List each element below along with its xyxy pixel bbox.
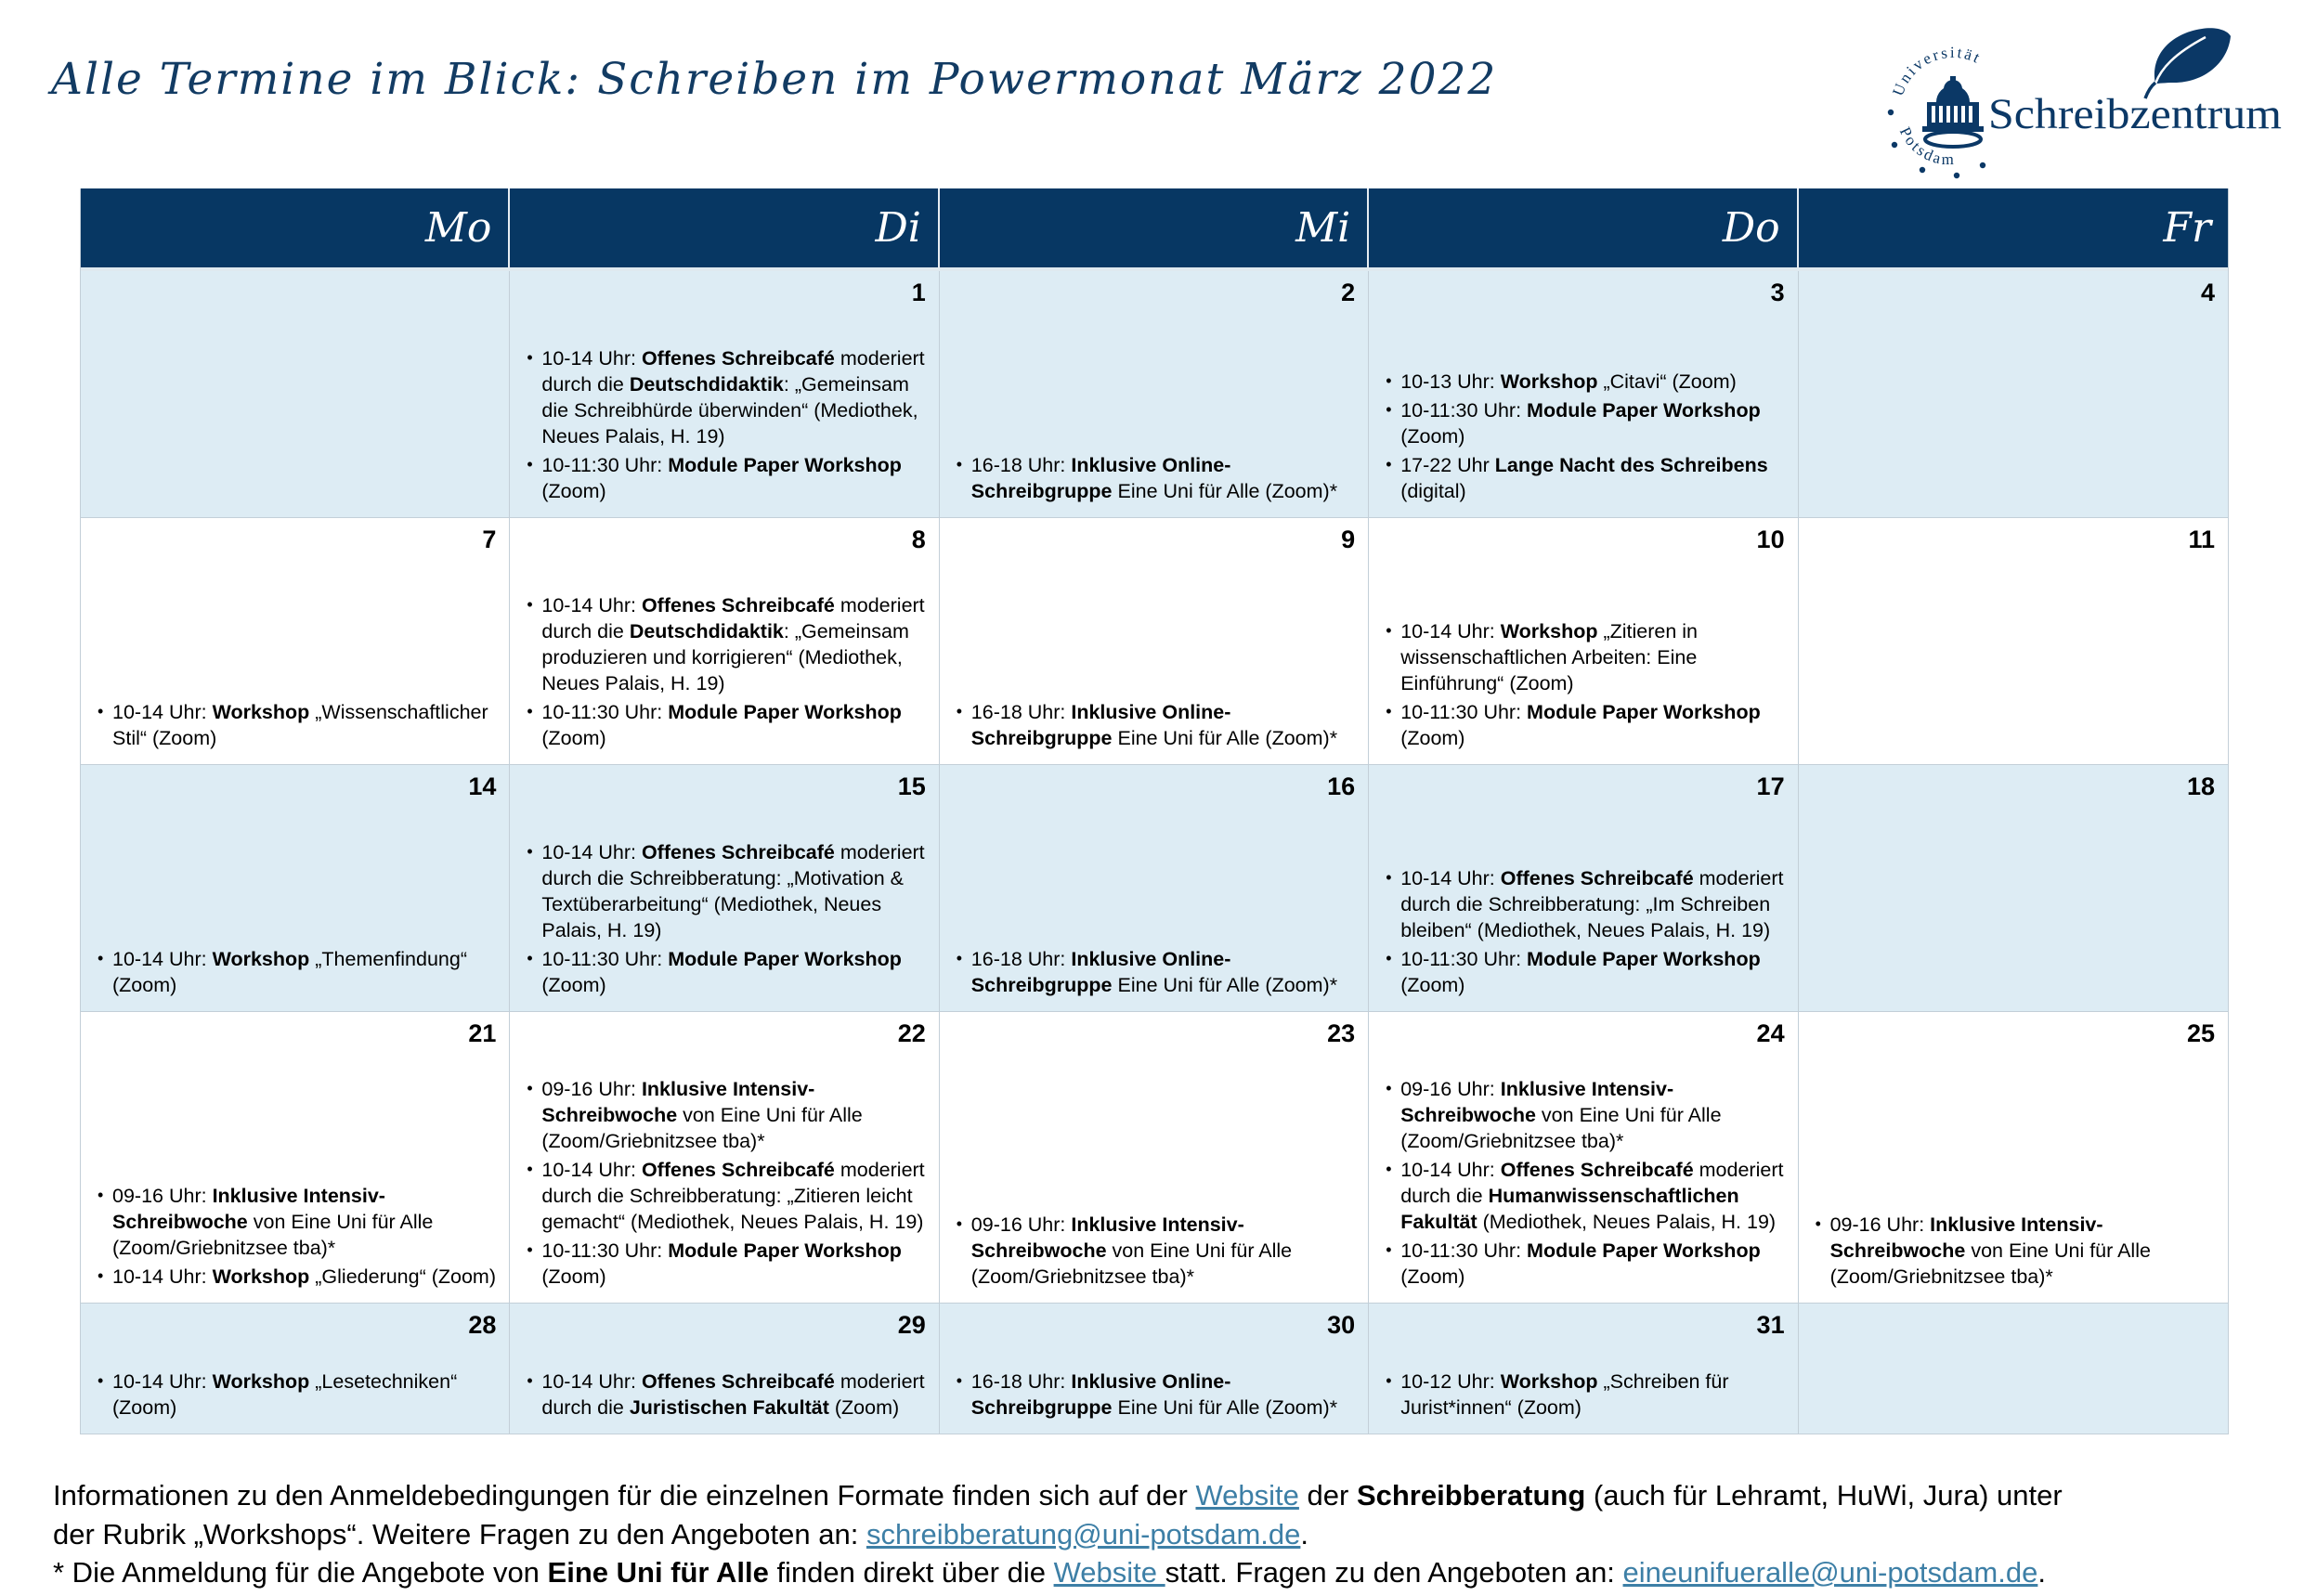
event-text: Eine Uni für Alle (Zoom)* [1112,727,1338,749]
event-item [1382,397,1784,449]
event-list [523,1073,925,1290]
event-text-bold: Workshop [212,948,310,970]
day-number: 18 [2186,772,2215,800]
event-text-bold: Module Paper Workshop [1527,1239,1761,1262]
event-text: 10-11:30 Uhr: [541,1239,669,1262]
event-text: (Zoom) [1400,1265,1465,1288]
weekday-header-di: Di [510,188,939,267]
event-item [94,699,496,751]
day-cell-9 [940,518,1369,764]
event-text-bold: Module Paper Workshop [668,1239,902,1262]
day-cell-29 [510,1304,939,1434]
footer-link[interactable]: schreibberatung@uni-potsdam.de [866,1517,1301,1551]
footer-text: . [1300,1517,1309,1551]
event-text-bold: Inklusive Intensiv-Schreibwoche [970,1213,1244,1262]
event-text: moderiert durch die [541,594,925,642]
day-cell-empty [81,271,510,517]
day-cell-18 [1799,765,2228,1011]
footer-text: der [1298,1479,1357,1512]
day-number: 24 [1756,1019,1785,1047]
event-text: 09-16 Uhr: [112,1185,213,1207]
event-text: „Citavi“ (Zoom) [1597,370,1737,393]
event-text-bold: Module Paper Workshop [668,948,902,970]
event-item [1382,865,1784,943]
day-number: 22 [897,1019,926,1047]
event-text-bold: Module Paper Workshop [668,701,902,723]
event-text: 10-12 Uhr: [1400,1370,1501,1393]
event-text-bold: Offenes Schreibcafé [1500,867,1694,889]
event-item [1382,369,1784,395]
day-cell-16 [940,765,1369,1011]
event-text: (Zoom) [541,727,606,749]
day-number: 21 [468,1019,497,1047]
event-text-bold: Workshop [1500,1370,1598,1393]
event-text: Eine Uni für Alle (Zoom)* [1112,1396,1338,1419]
event-text: 10-13 Uhr: [1400,370,1501,393]
day-cell-empty [1799,1304,2228,1434]
event-text: von Eine Uni für Alle (Zoom/Griebnitzsee tba)* [541,1104,863,1152]
event-text-bold: Workshop [212,701,310,723]
footer-text: statt. Fragen zu den Angeboten an: [1165,1556,1623,1589]
event-item [94,946,496,998]
event-item [953,1369,1355,1421]
event-text: moderiert durch die Schreibberatung: „Zitieren leicht gemacht“ (Mediothek, Neues Palais, H. 19) [541,1159,925,1233]
event-list [1382,1366,1784,1421]
day-cell-1 [510,271,939,517]
day-cell-7 [81,518,510,764]
event-text: „Schreiben für Jurist*innen“ (Zoom) [1400,1370,1729,1419]
university-potsdam-schreibzentrum-logo [1879,24,2289,180]
event-text-bold: Workshop [212,1265,310,1288]
event-text: 09-16 Uhr: [541,1078,642,1100]
event-text: 10-11:30 Uhr: [1400,948,1528,970]
day-number: 28 [468,1311,497,1339]
weekday-header-fr: Fr [2163,204,2211,252]
event-text-bold: Module Paper Workshop [1527,399,1761,422]
event-text: (Zoom) [1400,727,1465,749]
day-number: 31 [1756,1311,1785,1339]
event-item [1382,452,1784,504]
logo-wordmark: Schreibzentrum [1988,90,2282,138]
event-text: Eine Uni für Alle (Zoom)* [1112,974,1338,996]
event-text: „Wissenschaftlicher Stil“ (Zoom) [112,701,488,749]
event-text: 17-22 Uhr [1400,454,1495,476]
day-cell-4 [1799,271,2228,517]
logo-dot [1920,167,1925,173]
event-item [953,699,1355,751]
event-text: 10-14 Uhr: [541,347,642,370]
event-list [953,449,1355,504]
event-text-bold: Inklusive Online-Schreibgruppe [970,948,1231,996]
event-item [1382,618,1784,696]
day-cell-11 [1799,518,2228,764]
event-text: moderiert durch die [541,1370,925,1419]
event-list [1382,1073,1784,1290]
event-text-bold: Inklusive Online-Schreibgruppe [970,454,1231,502]
event-text-bold: Inklusive Intensiv-Schreibwoche [112,1185,385,1233]
footer-text: Informationen zu den Anmeldebedingungen für die einzelnen Formate finden sich auf der [53,1479,1196,1512]
event-text-bold: Inklusive Online-Schreibgruppe [970,701,1231,749]
weekday-header-mi: Mi [940,188,1369,267]
logo-arc-text-potsdam: Potsdam [1895,123,1957,169]
event-text: von Eine Uni für Alle (Zoom/Griebnitzsee tba)* [112,1211,434,1259]
event-text: (Zoom) [541,480,606,502]
event-list [1812,1209,2215,1290]
weekday-header-mo: Mo [81,188,510,267]
event-list [94,1366,496,1421]
footer-text: der Rubrik „Workshops“. Weitere Fragen zu den Angeboten an: [53,1517,866,1551]
day-number: 23 [1327,1019,1356,1047]
event-text-bold: Deutschdidaktik [629,373,784,396]
day-number: 14 [468,772,497,800]
calendar-week-row-4 [81,1012,2228,1304]
calendar-body [81,271,2228,1434]
weekday-header-row [81,188,2228,271]
event-text: (Zoom) [541,974,606,996]
day-cell-17 [1369,765,1798,1011]
logo-arc-text-universitaet: Universität [1889,43,1985,98]
event-item [1382,1076,1784,1154]
day-number: 30 [1327,1311,1356,1339]
event-text: „Zitieren in wissenschaftlichen Arbeiten: Eine Einführung“ (Zoom) [1400,620,1699,694]
day-cell-14 [81,765,510,1011]
day-number: 3 [1770,279,1785,306]
event-text: von Eine Uni für Alle (Zoom/Griebnitzsee tba)* [1829,1239,2151,1288]
day-number: 1 [911,279,926,306]
logo-dot [1888,110,1894,115]
event-item [523,1369,925,1421]
page-title: Alle Termine im Blick: Schreiben im Powermonat März 2022 [51,54,1498,105]
event-text-bold: Inklusive Online-Schreibgruppe [970,1370,1231,1419]
day-number: 10 [1756,526,1785,553]
event-text: 16-18 Uhr: [970,1370,1072,1393]
event-text: 16-18 Uhr: [970,701,1072,723]
day-number: 4 [2200,279,2215,306]
day-cell-31 [1369,1304,1798,1434]
event-text-bold: Offenes Schreibcafé [641,1159,835,1181]
event-item [523,699,925,751]
event-text-bold: Offenes Schreibcafé [641,841,835,863]
weekday-header-do: Do [1369,188,1798,267]
event-item [523,1076,925,1154]
day-number: 11 [2188,526,2215,553]
day-number: 15 [897,772,926,800]
event-text: moderiert durch die Schreibberatung: „Motivation & Textüberarbeitung“ (Mediothek, Neues Palais, H. 19) [541,841,925,941]
event-text: Eine Uni für Alle (Zoom)* [1112,480,1338,502]
footer-line-1 [53,1476,2063,1515]
event-text-bold: Offenes Schreibcafé [641,594,835,616]
footer-line-3 [53,1553,2063,1592]
event-text: 09-16 Uhr: [1400,1078,1501,1100]
day-number: 16 [1327,772,1356,800]
event-list [953,943,1355,998]
day-number: 25 [2186,1019,2215,1047]
event-text: 10-14 Uhr: [541,841,642,863]
event-text-bold: Inklusive Intensiv-Schreibwoche [1829,1213,2103,1262]
event-text-bold: Offenes Schreibcafé [641,347,835,370]
event-text-bold: Workshop [1500,370,1598,393]
university-building-icon [1922,76,1984,147]
event-text: „Gliederung“ (Zoom) [309,1265,497,1288]
event-item [1382,946,1784,998]
event-item [94,1264,496,1290]
day-cell-15 [510,765,939,1011]
footer-text: finden direkt über die [768,1556,1054,1589]
event-list [1382,366,1784,504]
event-item [1812,1212,2215,1290]
event-text: 10-14 Uhr: [1400,1159,1501,1181]
event-text: 10-11:30 Uhr: [541,701,669,723]
calendar-week-row-2 [81,518,2228,765]
leaf-icon [2145,28,2231,98]
event-item [523,946,925,998]
event-text: 10-14 Uhr: [112,701,213,723]
event-item [523,452,925,504]
event-text: 10-14 Uhr: [1400,620,1501,642]
event-text-bold: Juristischen Fakultät [629,1396,829,1419]
event-list [523,343,925,504]
event-item [953,452,1355,504]
day-cell-25 [1799,1012,2228,1303]
day-cell-3 [1369,271,1798,517]
event-item [523,345,925,449]
event-text: 10-14 Uhr: [1400,867,1501,889]
event-item [523,839,925,943]
event-text-bold: Inklusive Intensiv-Schreibwoche [1400,1078,1674,1126]
event-list [1382,616,1784,751]
event-text: moderiert durch die Schreibberatung: „Im Schreiben bleiben“ (Mediothek, Neues Palais, H. 19) [1400,867,1784,941]
event-item [1382,699,1784,751]
event-text-bold: Inklusive Intensiv-Schreibwoche [541,1078,815,1126]
event-text: 10-11:30 Uhr: [1400,701,1528,723]
event-item [953,1212,1355,1290]
day-cell-23 [940,1012,1369,1303]
calendar-table [80,188,2229,1434]
event-list [1382,863,1784,998]
event-text: 10-14 Uhr: [112,1265,213,1288]
event-list [953,1366,1355,1421]
event-list [94,696,496,751]
event-list [523,590,925,751]
event-text: von Eine Uni für Alle (Zoom/Griebnitzsee tba)* [970,1239,1293,1288]
event-text: (Zoom) [828,1396,900,1419]
day-cell-10 [1369,518,1798,764]
footer-link[interactable]: eineunifueralle@uni-potsdam.de [1622,1556,2038,1589]
day-cell-24 [1369,1012,1798,1303]
footer-link[interactable]: Website [1053,1556,1165,1589]
day-cell-30 [940,1304,1369,1434]
event-text: 10-11:30 Uhr: [1400,399,1528,422]
event-text-bold: Module Paper Workshop [668,454,902,476]
event-text-bold: Humanwissenschaftlichen Fakultät [1400,1185,1739,1233]
event-text-bold: Module Paper Workshop [1527,948,1761,970]
footer-text: (auch für Lehramt, HuWi, Jura) unter [1585,1479,2063,1512]
day-number: 9 [1341,526,1356,553]
day-number: 7 [482,526,497,553]
event-text: von Eine Uni für Alle (Zoom/Griebnitzsee tba)* [1400,1104,1722,1152]
event-text: : „Gemeinsam die Schreibhürde überwinden“ (Mediothek, Neues Palais, H. 19) [541,373,918,448]
footer-line-2 [53,1515,2063,1554]
event-item [953,946,1355,998]
event-text: 16-18 Uhr: [970,948,1072,970]
calendar-week-row-5 [81,1304,2228,1434]
event-text: 10-11:30 Uhr: [541,948,669,970]
event-item [523,1238,925,1290]
logo-dot [1892,142,1897,148]
event-text: moderiert durch die [1400,1159,1784,1207]
event-text: 09-16 Uhr: [970,1213,1072,1236]
event-text: 10-14 Uhr: [541,1370,642,1393]
event-item [1382,1238,1784,1290]
event-list [523,1366,925,1421]
calendar-week-row-3 [81,765,2228,1012]
day-number: 29 [897,1311,926,1339]
event-list [953,1209,1355,1290]
footer-text: * Die Anmeldung für die Angebote von [53,1556,548,1589]
event-list [523,837,925,998]
day-number: 8 [911,526,926,553]
day-number: 17 [1756,772,1785,800]
event-list [94,943,496,998]
event-item [523,592,925,696]
footer-text-bold: Eine Uni für Alle [547,1556,769,1589]
event-text: (Zoom) [1400,974,1465,996]
event-text: (Zoom) [541,1265,606,1288]
event-list [953,696,1355,751]
event-text-bold: Offenes Schreibcafé [641,1370,835,1393]
event-text-bold: Workshop [212,1370,310,1393]
event-text: 10-14 Uhr: [112,948,213,970]
event-item [94,1369,496,1421]
day-cell-22 [510,1012,939,1303]
day-cell-2 [940,271,1369,517]
day-cell-8 [510,518,939,764]
event-text-bold: Offenes Schreibcafé [1500,1159,1694,1181]
event-text-bold: Deutschdidaktik [629,620,784,642]
event-item [1382,1369,1784,1421]
event-item [1382,1157,1784,1235]
day-cell-28 [81,1304,510,1434]
event-text: „Lesetechniken“ (Zoom) [112,1370,458,1419]
footer-link[interactable]: Website [1195,1479,1299,1512]
calendar-week-row-1 [81,271,2228,518]
event-text-bold: Module Paper Workshop [1527,701,1761,723]
day-cell-21 [81,1012,510,1303]
logo-dot [1954,173,1959,178]
event-text: (Mediothek, Neues Palais, H. 19) [1477,1211,1777,1233]
svg-text:Universität [1889,44,1985,98]
footer-text-bold: Schreibberatung [1356,1479,1586,1512]
event-text: : „Gemeinsam produzieren und korrigieren“ (Mediothek, Neues Palais, H. 19) [541,620,909,694]
event-text: 10-14 Uhr: [541,1159,642,1181]
event-text: 10-11:30 Uhr: [1400,1239,1528,1262]
event-text-bold: Lange Nacht des Schreibens [1494,454,1768,476]
event-text: (Zoom) [1400,425,1465,448]
event-text: (digital) [1400,480,1466,502]
event-text: 16-18 Uhr: [970,454,1072,476]
footer-notes [53,1476,2063,1592]
event-text: moderiert durch die [541,347,925,396]
day-number: 2 [1341,279,1356,306]
event-text: 09-16 Uhr: [1829,1213,1931,1236]
event-item [94,1183,496,1261]
event-item [523,1157,925,1235]
event-text: „Themenfindung“ (Zoom) [112,948,467,996]
event-text: 10-11:30 Uhr: [541,454,669,476]
event-text: 10-14 Uhr: [541,594,642,616]
event-text: 10-14 Uhr: [112,1370,213,1393]
event-list [94,1180,496,1290]
event-text-bold: Workshop [1500,620,1598,642]
logo-dot [1980,162,1985,168]
footer-text: . [2037,1556,2046,1589]
